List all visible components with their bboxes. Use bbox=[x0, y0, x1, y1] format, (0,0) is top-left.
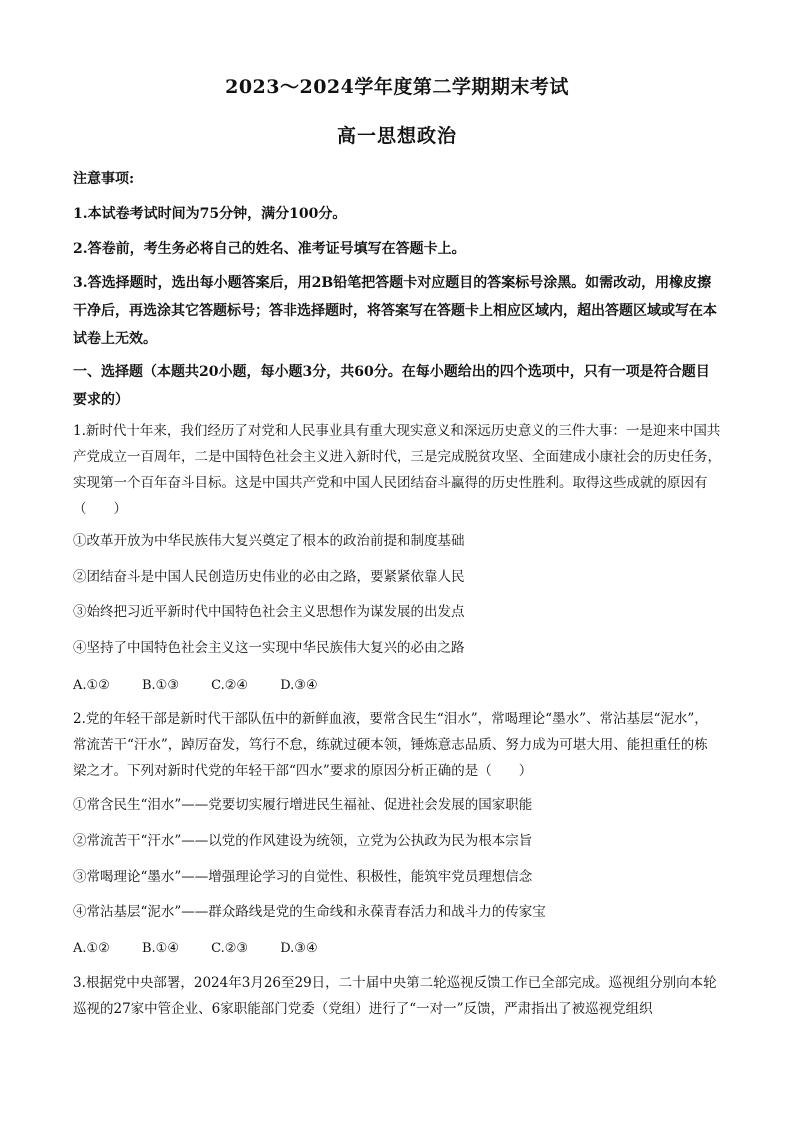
question-1-choice-b: B.①③ bbox=[141, 678, 179, 693]
question-2-option-2: ②常流苦干“汗水”——以党的作风建设为统领，立党为公执政为民为根本宗旨 bbox=[73, 833, 533, 849]
question-2-choices bbox=[73, 939, 346, 959]
exam-title: 2023～2024学年度第二学期期末考试 bbox=[225, 76, 569, 98]
question-3-stem: 3.根据党中央部署，2024年3月26至29日，二十届中央第二轮巡视反馈工作已全部完成。巡视组分别向本轮巡视的27家中管企业、6家职能部门党委（党组）进行了“一对一”反馈，严肃指出了被巡视党组织 bbox=[73, 975, 717, 1017]
question-1-option-3: ③始终把习近平新时代中国特色社会主义思想作为谋发展的出发点 bbox=[73, 604, 465, 620]
question-1-choice-a: A.①② bbox=[73, 678, 110, 693]
question-1-option-4: ④坚持了中国特色社会主义这一实现中华民族伟大复兴的必由之路 bbox=[73, 640, 465, 656]
question-1-option-1: ①改革开放为中华民族伟大复兴奠定了根本的政治前提和制度基础 bbox=[73, 533, 465, 549]
section-heading: 一、选择题（本题共20小题，每小题3分，共60分。在每小题给出的四个选项中，只有一项是符合题目要求的） bbox=[73, 364, 710, 408]
notice-item-1: 1.本试卷考试时间为75分钟，满分100分。 bbox=[73, 206, 347, 222]
question-1-stem: 1.新时代十年来，我们经历了对党和人民事业具有重大现实意义和深远历史意义的三件大事：一是迎来中国共产党成立一百周年，二是中国特色社会主义进入新时代，三是完成脱贫攻坚、全面建成小康社会的历史任务，实现第一个百年奋斗目标。这是中国共产党和中国人民团结奋斗赢得的历史性胜利。取得这些成就的原因有（ ） bbox=[73, 423, 721, 517]
exam-subject: 高一思想政治 bbox=[336, 125, 457, 147]
question-2-option-1: ①常含民生“泪水”——党要切实履行增进民生福祉、促进社会发展的国家职能 bbox=[73, 797, 533, 813]
notice-heading: 注意事项: bbox=[73, 171, 135, 187]
question-1-choices bbox=[73, 676, 346, 696]
notice-item-2: 2.答卷前，考生务必将自己的姓名、准考证号填写在答题卡上。 bbox=[73, 241, 466, 257]
question-2-stem: 2.党的年轻干部是新时代干部队伍中的新鲜血液，要常含民生“泪水”，常喝理论“墨水”、常沾基层“泥水”，常流苦干“汗水”，踔厉奋发，笃行不怠，练就过硬本领，锤炼意志品质、努力成为可堪大用、能担重任的栋梁之才。下列对新时代党的年轻干部“四水”要求的原因分析正确的是（ ） bbox=[73, 711, 708, 779]
question-2-choice-d: D.③④ bbox=[280, 941, 318, 956]
question-2-choice-b: B.①④ bbox=[141, 941, 179, 956]
question-2-option-4: ④常沾基层“泥水”——群众路线是党的生命线和永葆青春活力和战斗力的传家宝 bbox=[73, 904, 546, 920]
question-2-choice-a: A.①② bbox=[73, 941, 110, 956]
question-2-option-3: ③常喝理论“墨水”——增强理论学习的自觉性、积极性，能筑牢党员理想信念 bbox=[73, 869, 533, 885]
question-1-choice-c: C.②④ bbox=[211, 678, 249, 693]
question-1-option-2: ②团结奋斗是中国人民创造历史伟业的必由之路，要紧紧依靠人民 bbox=[73, 569, 465, 585]
question-1-choice-d: D.③④ bbox=[280, 678, 318, 693]
notice-item-3: 3.答选择题时，选出每小题答案后，用2B铅笔把答题卡对应题目的答案标号涂黑。如需改动，用橡皮擦干净后，再选涂其它答题标号；答非选择题时，将答案写在答题卡上相应区域内，超出答题区域或写在本试卷上无效。 bbox=[73, 275, 717, 347]
question-2-choice-c: C.②③ bbox=[211, 941, 249, 956]
